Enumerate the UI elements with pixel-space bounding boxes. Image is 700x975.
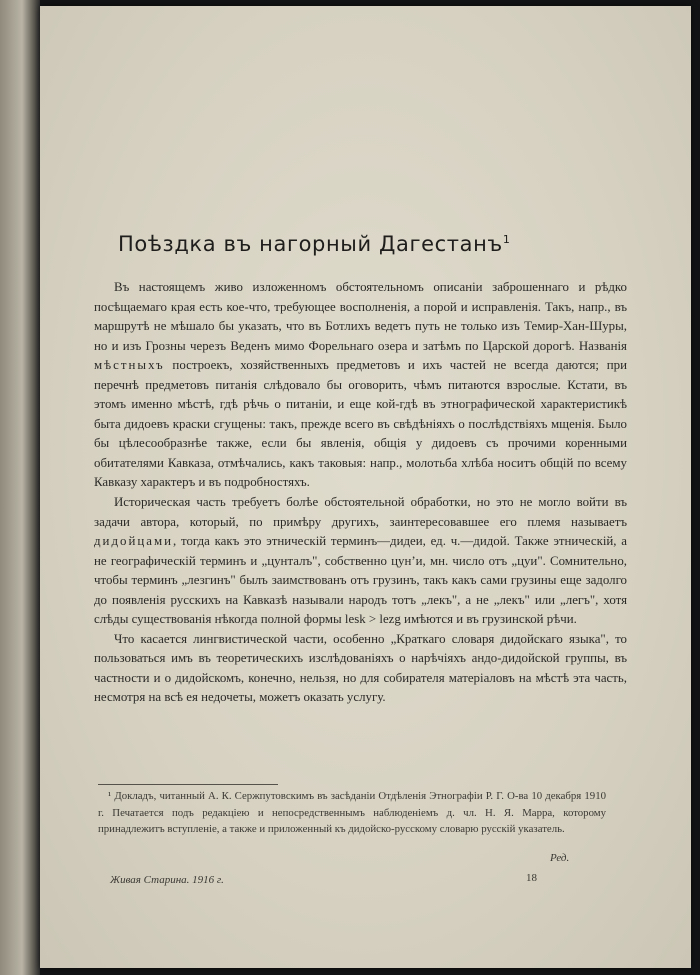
- book-spine-edge: [0, 0, 40, 975]
- spaced-term: дидойцами: [94, 534, 174, 549]
- title-footnote-mark: 1: [502, 233, 511, 246]
- paragraph-text: Историческая часть требуетъ болѣе обстоятельной обработки, но это не могло войти въ задачи автора, который, по примѣру другихъ, заинтересовавшее его племя называетъ: [94, 495, 627, 529]
- paragraph: [94, 493, 627, 630]
- paragraph-text: Въ настоящемъ живо изложенномъ обстоятельномъ описаніи заброшеннаго и рѣдко посѣщаемаго края есть кое-что, требующее восполненія, а порой и исправленія. Такъ, напр., въ маршрутѣ не мѣшало бы указать, что въ Ботлихъ ведетъ путь не только изъ Темир-Хан-Шуры, но и изъ Грозны черезъ Веденъ мимо Форельнаго озера и затѣмъ по Царской дорогѣ. Названія: [94, 280, 627, 353]
- paragraph: [94, 278, 627, 493]
- footnote-text: ¹ Докладъ, читанный А. К. Сержпутовскимъ въ засѣданіи Отдѣленія Этнографіи Р. Г. О-ва 10 декабря 1910 г. Печатается подъ редакціею и непосредственнымъ наблюденіемъ д. чл. Н. Я. Марра, которому принадлежитъ вступленіе, а также и приложенный къ дидойско-русскому словарю русскій указатель.: [98, 790, 606, 836]
- spaced-term: мѣстныхъ: [94, 358, 165, 373]
- footnote-divider: [98, 784, 278, 785]
- paragraph-text: Что касается лингвистической части, особенно „Краткаго словаря дидойскаго языка", то пользоваться имъ въ теоретическихъ изслѣдованіяхъ о нарѣчіяхъ андо-дидойской группы, въ частности и о дидойскомъ, конечно, нельзя, но для собирателя матеріаловъ на мѣстѣ эта часть, несмотря на всѣ ея недочеты, можетъ оказать услугу.: [94, 631, 627, 705]
- footnote: [98, 788, 606, 838]
- signature-number: 18: [526, 872, 537, 884]
- paragraph-text: , тогда какъ это этническій терминъ—дидеи, ед. ч.—дидой. Также этническій, а не географическій терминъ и „цунталъ", собственно цунʼи, мн. число отъ „цуи". Сомнительно, чтобы терминъ „лезгинъ" былъ заимствованъ отъ грузинъ, такъ какъ сами грузины еще задолго до появленія русскихъ на Кавказѣ называли народъ тотъ „лекъ", а не „лекъ" или „легъ", хотя слѣды существованія нѣкогда полной формы lesk > lezg имѣются и въ грузинской рѣчи.: [94, 534, 627, 627]
- page-title: [118, 232, 618, 256]
- paragraph-text: построекъ, хозяйственныхъ предметовъ и ихъ частей не всегда даются; при перечнѣ предметовъ питанія слѣдовало бы оговорить, чѣмъ питаются взрослые. Кстати, въ этомъ именно мѣстѣ, гдѣ рѣчь о питаніи, и еще кой-гдѣ въ этнографической характеристикѣ быта дидоевъ краски сгущены: такъ, прежде всего въ свѣдѣніяхъ о послѣдствіяхъ мщенія. Было бы цѣлесообразнѣе также, если бы явленія, общія у дидоевъ съ прочими коренными обитателями Кавказа, отмѣчались, какъ таковыя: напр., молотьба хлѣба носитъ общій по всему Кавказу характеръ и въ подробностяхъ.: [94, 358, 627, 490]
- body-text: [94, 278, 627, 708]
- journal-footer: Живая Старина. 1916 г.: [110, 874, 224, 886]
- paragraph: [94, 630, 627, 708]
- footnote-signature: Ред.: [550, 852, 570, 864]
- title-text: Поѣздка въ нагорный Дагестанъ: [118, 232, 503, 256]
- book-page: [40, 6, 691, 968]
